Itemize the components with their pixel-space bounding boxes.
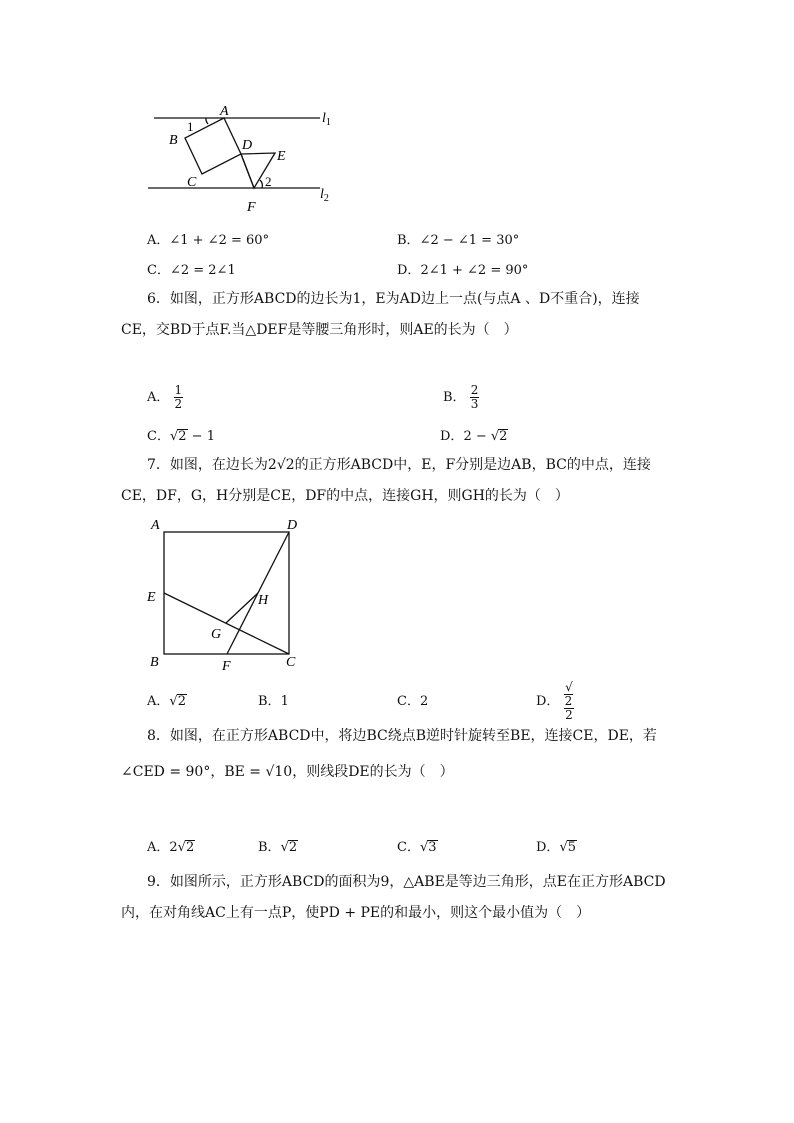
sqrt-sign: √ xyxy=(280,840,289,855)
label-A: A xyxy=(220,104,229,119)
q6-option-a: A． $\frac{1}{2}$ xyxy=(147,383,183,411)
label-E: E xyxy=(277,149,286,164)
label-angle-1: 1 xyxy=(187,119,194,134)
q8-option-a: A．2√2 xyxy=(147,840,195,855)
label-angle-2: 2 xyxy=(265,174,272,189)
label-H: H xyxy=(258,593,269,608)
label-C: C xyxy=(286,655,296,670)
sqrt-sign: √ xyxy=(490,429,500,444)
q5-option-a-expr: ∠1 + ∠2 = 60° xyxy=(169,233,270,248)
q5-option-c: C．∠2 = 2∠1 xyxy=(147,263,236,278)
sqrt-sign: √ xyxy=(419,840,429,855)
q7-option-a: A．√2 xyxy=(147,694,186,709)
q8-line-1: 8．如图，在正方形ABCD中，将边BC绕点B逆时针旋转至BE，连接CE，DE，若 xyxy=(147,728,657,744)
q7-figure xyxy=(140,512,315,674)
q7-option-d: D． √ 2 2 xyxy=(536,680,573,722)
square-abcd xyxy=(164,532,289,654)
q5-option-c-expr: ∠2 = 2∠1 xyxy=(169,263,236,278)
label-l2: $l_2$ xyxy=(320,187,329,204)
q5-option-d: D．2∠1 + ∠2 = 90° xyxy=(397,263,529,278)
label-B: B xyxy=(169,133,178,148)
label-C: C xyxy=(187,175,197,190)
q6-option-c: C．√2 − 1 xyxy=(147,429,215,444)
q9-line-2: 内，在对角线AC上有一点P，使PD + PE的和最小，则这个最小值为（ ） xyxy=(121,905,591,921)
fraction: √ 2 2 xyxy=(564,680,573,722)
sqrt-sign: √ xyxy=(169,429,179,444)
label-F: F xyxy=(247,200,256,215)
q5-option-a: A．∠1 + ∠2 = 60° xyxy=(147,233,270,248)
q6-line-2: CE，交BD于点F.当△DEF是等腰三角形时，则AE的长为（ ） xyxy=(121,322,518,338)
q6-line-1: 6．如图，正方形ABCD的边长为1，E为AD边上一点(与点A 、D不重合)，连接 xyxy=(147,291,640,307)
angle-1-arc xyxy=(206,118,208,124)
q6-option-d: D．2 − √2 xyxy=(440,429,508,444)
segment-ce xyxy=(164,593,289,654)
q7-option-b: B．1 xyxy=(258,694,289,709)
fraction: $\frac{2}{3}$ xyxy=(470,383,479,411)
label-E: E xyxy=(147,590,156,605)
q5-option-d-expr: 2∠1 + ∠2 = 90° xyxy=(420,263,529,278)
q8-option-b: B．√2 xyxy=(258,840,298,855)
label-D: D xyxy=(242,138,253,153)
sqrt-sign: √ xyxy=(559,840,568,855)
label-l1: $l_1$ xyxy=(322,111,331,128)
angle-2-arc xyxy=(260,180,262,188)
q5-option-b: B．∠2 − ∠1 = 30° xyxy=(397,233,520,248)
sqrt-sign: √ xyxy=(565,680,573,694)
q7-line-1: 7．如图，在边长为2√2的正方形ABCD中，E，F分别是边AB，BC的中点，连接 xyxy=(147,457,651,473)
q9-line-1: 9．如图所示，正方形ABCD的面积为9，△ABE是等边三角形，点E在正方形ABCD xyxy=(147,874,666,890)
label-G: G xyxy=(211,627,222,642)
label-B: B xyxy=(150,655,159,670)
sqrt-sign: √ xyxy=(177,840,186,855)
q8-option-c: C．√3 xyxy=(397,840,437,855)
q5-figure xyxy=(140,100,350,220)
sqrt-sign: √ xyxy=(169,694,178,709)
q8-option-d: D．√5 xyxy=(536,840,577,855)
fraction: $\frac{1}{2}$ xyxy=(174,383,183,411)
q5-option-b-expr: ∠2 − ∠1 = 30° xyxy=(419,233,520,248)
q6-option-b: B． $\frac{2}{3}$ xyxy=(443,383,479,411)
label-D: D xyxy=(287,518,298,533)
q8-line-2: ∠CED = 90°，BE = √10，则线段DE的长为（ ） xyxy=(121,764,454,780)
label-F: F xyxy=(222,659,231,674)
segment-gh xyxy=(226,593,258,623)
q7-option-c: C．2 xyxy=(397,694,429,709)
q7-line-2: CE，DF，G，H分别是CE，DF的中点，连接GH，则GH的长为（ ） xyxy=(121,488,569,504)
label-A: A xyxy=(151,518,160,533)
